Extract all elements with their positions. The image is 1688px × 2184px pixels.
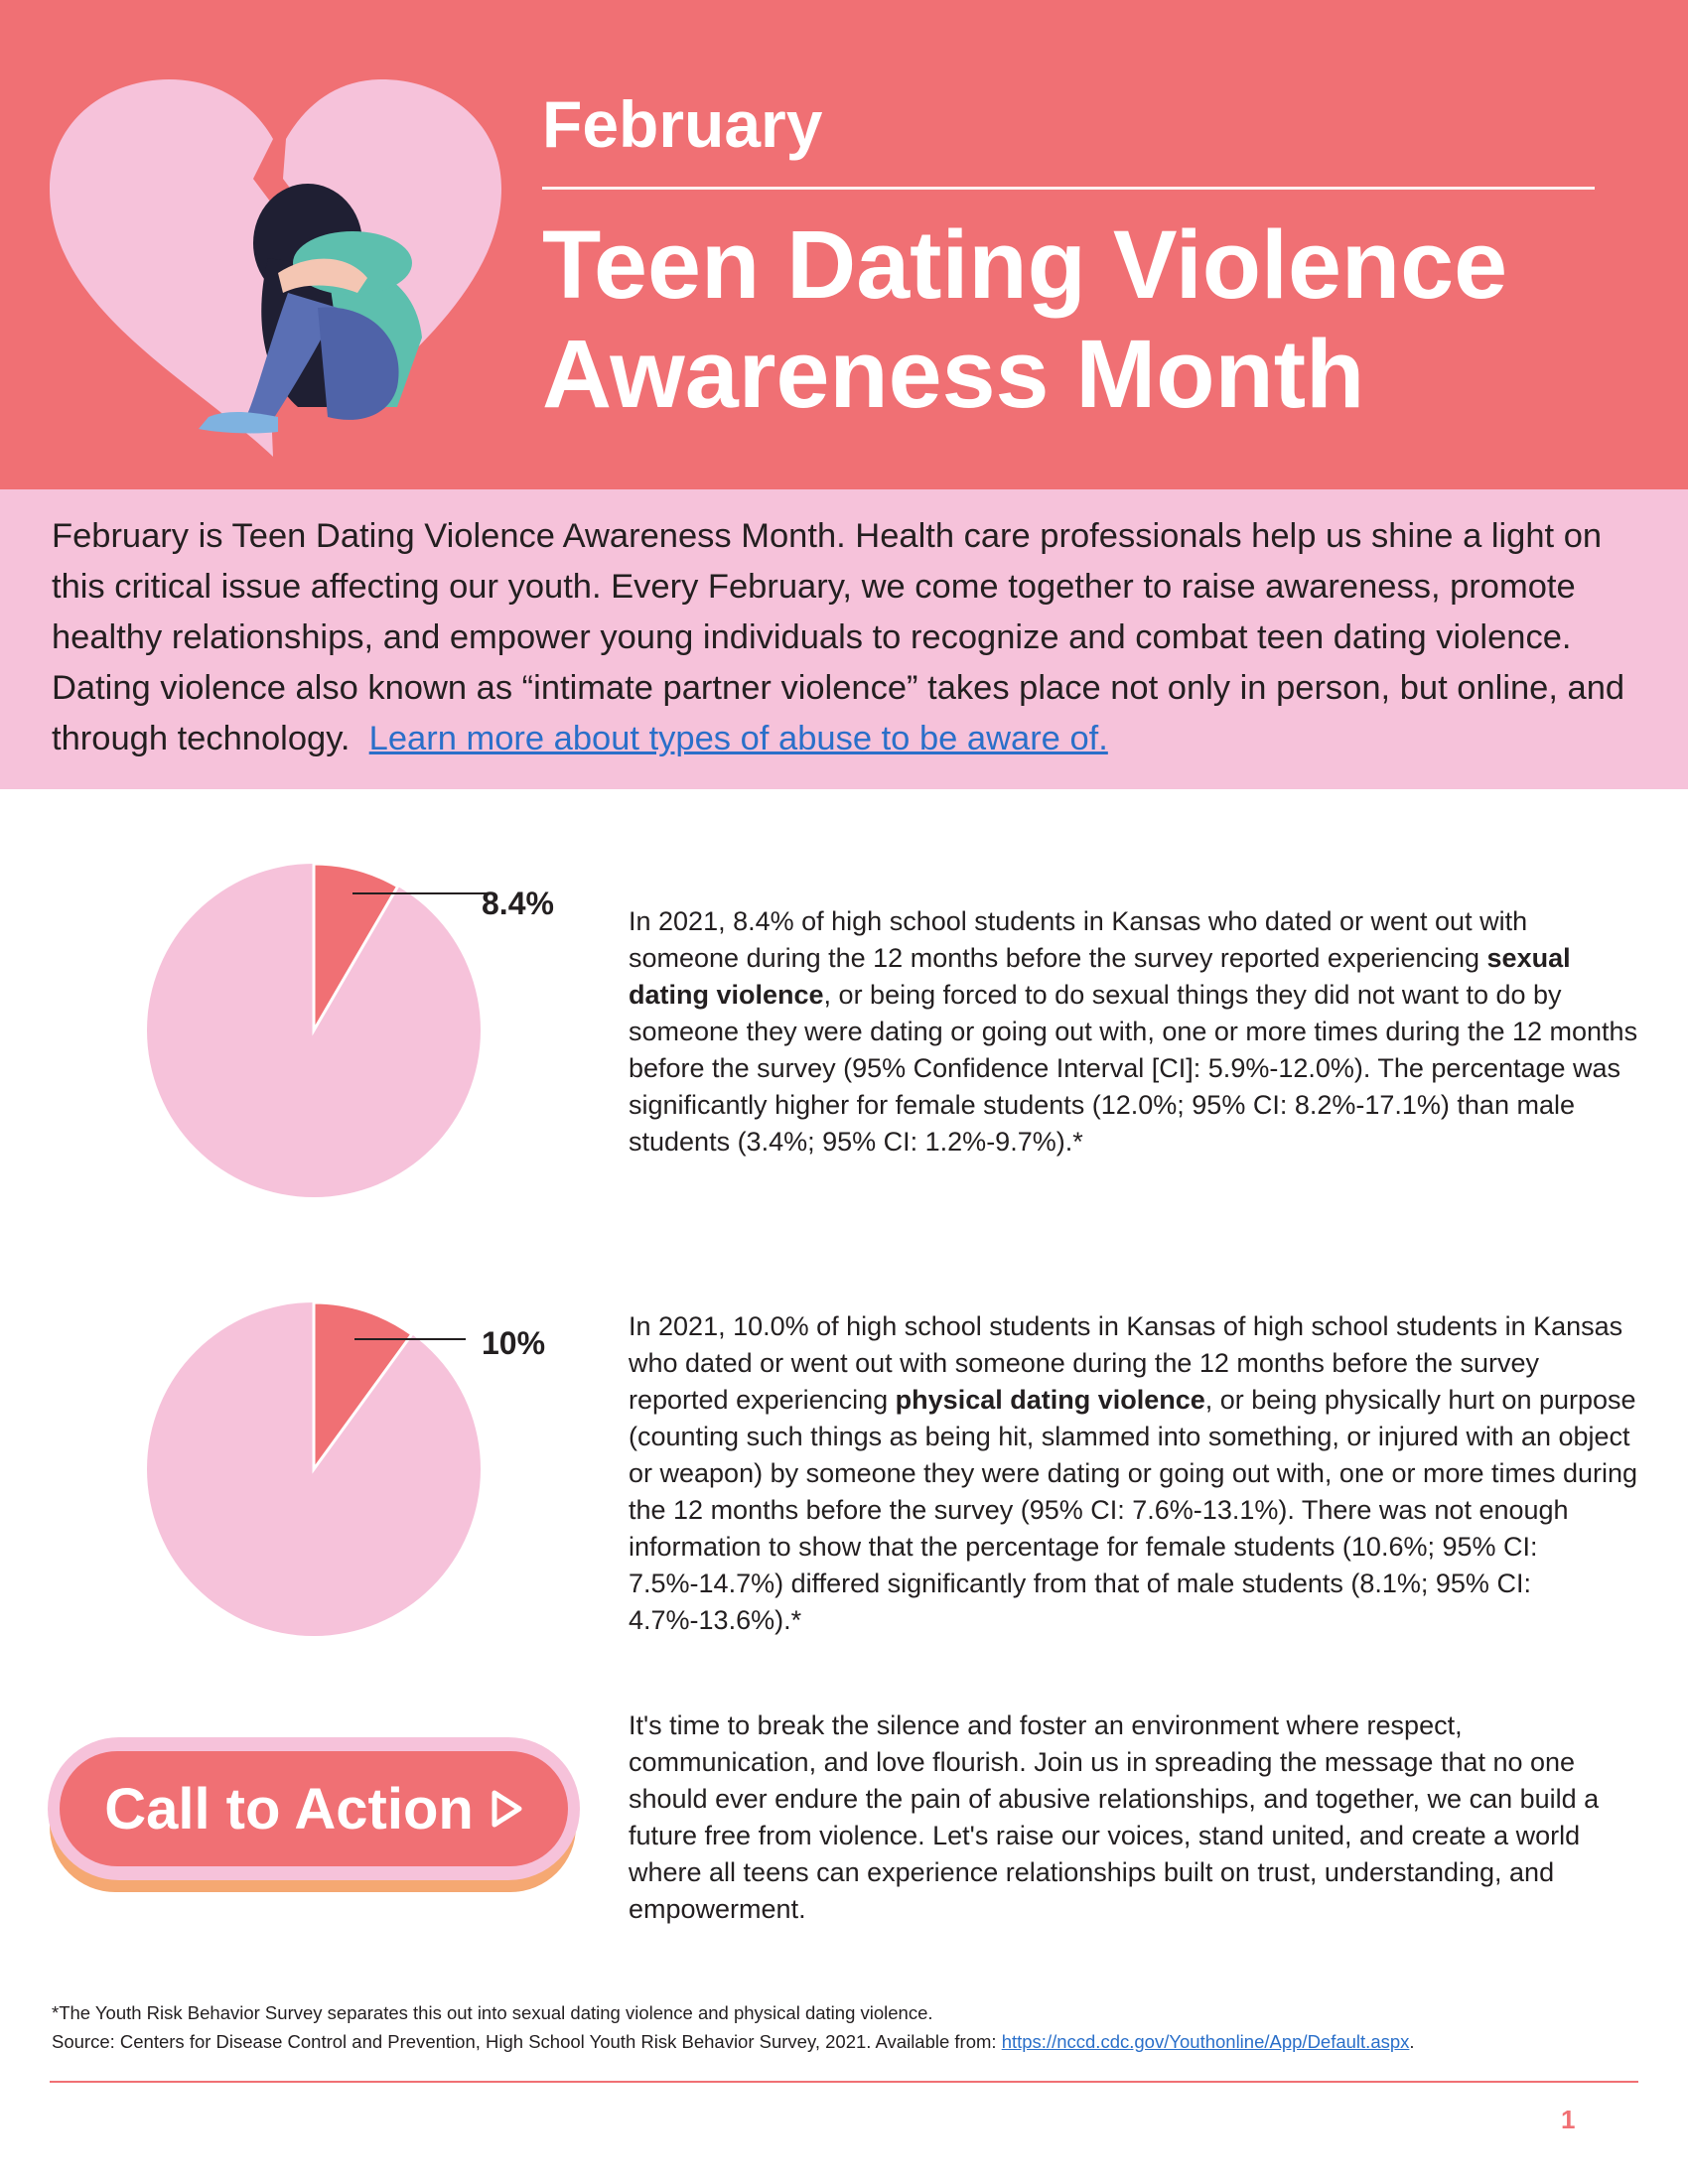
call-to-action-container [48,1737,580,1896]
stat2-bold: physical dating violence [895,1385,1205,1415]
pie-chart-1 [142,862,499,1219]
intro-section [0,489,1688,789]
intro-text: February is Teen Dating Violence Awareness Month. Health care professionals help us shine a light on this critical issue affecting our youth. Every February, we come together to raise awareness, promote healthy relationships, and empower young individuals to recognize and combat teen dating violence. Dating violence also known as “intimate partner violence” takes place not only in person, but online, and through technology. [52,517,1625,757]
pie-2-label: 10% [482,1325,546,1361]
cta-button-label: Call to Action [104,1776,474,1842]
learn-more-link[interactable]: Learn more about types of abuse to be aware of. [368,720,1108,757]
page-number: 1 [1561,2105,1576,2134]
stat-sexual-violence [629,903,1641,1160]
title-line-2: Awareness Month [542,320,1365,428]
header-banner [0,0,1688,489]
page-title [542,210,1654,429]
pie-1-label: 8.4% [482,886,554,921]
stat1-text-after: , or being forced to do sexual things they did not want to do by someone they were dating or going out with, one or more times during the 12 months before the survey (95% Confidence Interval [CI]: 5.9%-12.0%). The percentage was significantly higher for female students (12.0%; 95% CI: 8.2%-17.1%) than male students (3.4%; 95% CI: 1.2%-9.7%).* [629,980,1638,1157]
footer-divider [50,2081,1638,2083]
source-link[interactable]: https://nccd.cdc.gov/Youthonline/App/Default.aspx [1001,2031,1410,2052]
call-to-action-button[interactable] [60,1751,568,1866]
stat1-text-before: In 2021, 8.4% of high school students in Kansas who dated or went out with someone during the 12 months before the survey reported experiencing [629,906,1528,973]
pie-2-leader-line [354,1330,493,1350]
footnote-note: *The Youth Risk Behavior Survey separates this out into sexual dating violence and physical dating violence. [52,2002,933,2023]
footnote [52,1998,1660,2056]
pie-chart-2 [142,1300,499,1658]
header-divider [542,187,1595,190]
stat2-text-after: , or being physically hurt on purpose (counting such things as being hit, slammed into something, or injured with an object or weapon) by someone they were dating or going out with, one or more times during the 12 months before the survey (95% CI: 7.6%-13.1%). There was not enough information to show that the percentage for female students (10.6%; 95% CI: 7.5%-14.7%) differed significantly from that of male students (8.1%; 95% CI: 4.7%-13.6%).* [629,1385,1638,1635]
stat1-bold: sexual dating violence [629,943,1571,1010]
broken-heart-icon [50,79,288,457]
footnote-source: Source: Centers for Disease Control and Prevention, High School Youth Risk Behavior Survey, 2021. Available from: [52,2031,1002,2052]
title-line-1: Teen Dating Violence [542,210,1508,319]
header-eyebrow: February [542,87,823,161]
stat-physical-violence [629,1308,1641,1639]
source-suffix: . [1409,2031,1415,2052]
pie-1-leader-line [352,884,492,903]
play-arrow-icon [490,1789,523,1829]
broken-heart-girl-illustration [40,79,506,477]
cta-paragraph: It's time to break the silence and foster an environment where respect, communication, and love flourish. Join us in spreading the message that no one should ever endure the pain of abusive relationships, and together, we can build a future free from violence. Let's raise our voices, stand united, and create a world where all teens can experience relationships built on trust, understanding, and empowerment. [629,1710,1600,1924]
stat2-text-before: In 2021, 10.0% of high school students in Kansas of high school students in Kansas who dated or went out with someone during the 12 months before the survey reported experiencing [629,1311,1623,1415]
intro-paragraph [52,511,1650,764]
